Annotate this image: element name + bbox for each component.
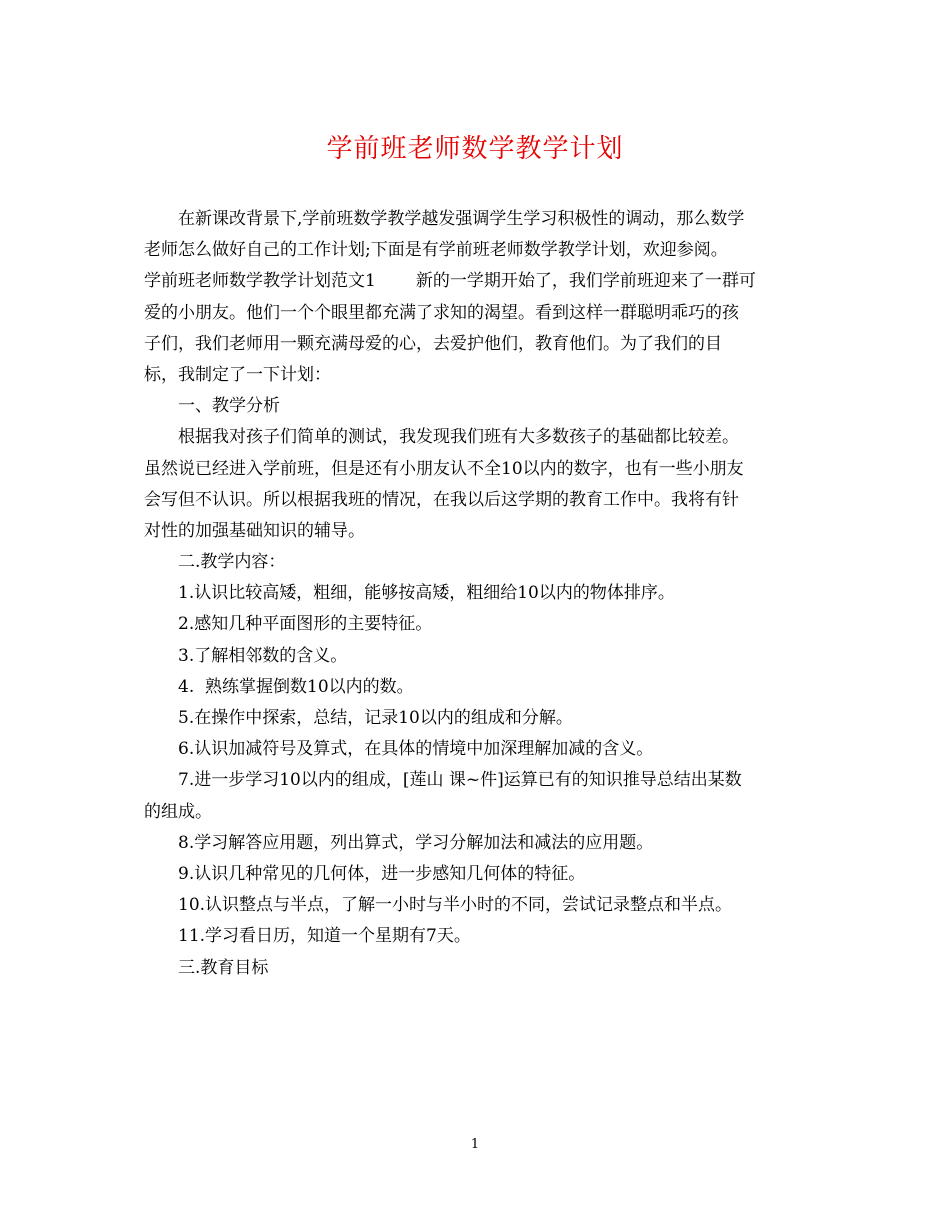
paragraph-line: 标，我制定了一下计划：: [144, 364, 331, 385]
document-body: [144, 204, 809, 984]
paragraph-line: 爱的小朋友。他们一个个眼里都充满了求知的渴望。看到这样一群聪明乖巧的孩: [144, 302, 739, 323]
list-item: 9.认识几种常见的几何体，进一步感知几何体的特征。: [178, 863, 586, 884]
paragraph-line: 虽然说已经进入学前班，但是还有小朋友认不全10以内的数字，也有一些小朋友: [144, 458, 744, 479]
paragraph-text: 新的一学期开始了，我们学前班迎来了一群可: [415, 271, 756, 292]
document-title: 学前班老师数学教学计划: [326, 134, 624, 164]
section-heading: 一、教学分析: [178, 396, 280, 417]
list-item-continuation: 的组成。: [144, 801, 212, 822]
paragraph-line: 对性的加强基础知识的辅导。: [144, 520, 365, 541]
list-item: 5.在操作中探索，总结，记录10以内的组成和分解。: [178, 708, 573, 728]
list-item: 10.认识整点与半点，了解一小时与半小时的不同，尝试记录整点和半点。: [178, 895, 733, 916]
paragraph-line: 会写但不认识。所以根据我班的情况，在我以后这学期的教育工作中。我将有针: [144, 489, 739, 510]
list-item: 6.认识加减符号及算式，在具体的情境中加深理解加减的含义。: [178, 739, 654, 760]
list-item: 7.进一步学习10以内的组成，[莲山 课~件]运算已有的知识推导总结出某数: [178, 770, 742, 791]
list-item: 3.了解相邻数的含义。: [178, 645, 348, 666]
paragraph-line: 根据我对孩子们简单的测试，我发现我们班有大多数孩子的基础都比较差。: [178, 427, 739, 448]
paragraph-line: 老师怎么做好自己的工作计划;下面是有学前班老师数学教学计划，欢迎参阅。: [144, 240, 728, 261]
section-heading: 二.教学内容：: [178, 552, 286, 573]
list-item: 4. 熟练掌握倒数10以内的数。: [178, 676, 414, 697]
list-item: 2.感知几种平面图形的主要特征。: [178, 614, 433, 635]
section-heading-text: 学前班老师数学教学计划范文1: [144, 271, 376, 292]
list-item: 8.学习解答应用题，列出算式，学习分解加法和减法的应用题。: [178, 832, 654, 853]
list-item: 11.学习看日历，知道一个星期有7天。: [178, 926, 471, 947]
paragraph-line: [144, 266, 809, 297]
page-number: 1: [470, 1137, 480, 1152]
paragraph-line: 子们，我们老师用一颗充满母爱的心，去爱护他们，教育他们。为了我们的目: [144, 333, 722, 354]
section-heading: 三.教育目标: [178, 957, 269, 978]
paragraph-line: 在新课改背景下,学前班数学教学越发强调学生学习积极性的调动，那么数学: [178, 209, 745, 229]
list-item: 1.认识比较高矮，粗细，能够按高矮，粗细给10以内的物体排序。: [178, 583, 675, 604]
